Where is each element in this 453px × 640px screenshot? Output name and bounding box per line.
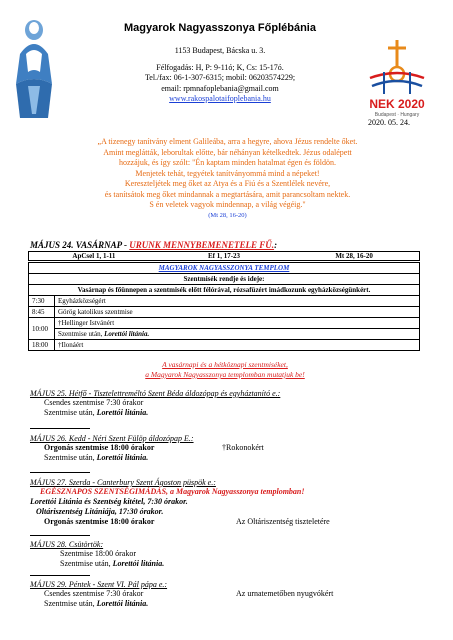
sunday-date: MÁJUS 24. VASÁRNAP - (30, 240, 130, 250)
nek-2020-logo-icon (362, 38, 432, 118)
divider (30, 575, 90, 576)
day-tuesday (30, 434, 404, 463)
quote-line: Menjetek tehát, tegyétek tanítványommá mind a népeket! (135, 168, 320, 178)
mass-time: 8:45 (29, 307, 55, 318)
quote-line: és tanítsátok meg őket mindannak a megtartására, amit parancsoltam nektek. (104, 189, 351, 199)
church-name: MAGYAROK NAGYASSZONYA TEMPLOM (29, 263, 420, 274)
office-hours: Félfogadás: H, P: 9-11ó; K, Cs: 15-17ó. (156, 62, 284, 72)
parish-name: Magyarok Nagyasszonya Főplébánia (124, 22, 316, 34)
quote-reference: (Mt 28, 16-20) (208, 211, 247, 219)
readings-row (28, 251, 420, 261)
reading-first: ApCsel 1, 1-11 (72, 252, 116, 260)
divider (30, 472, 90, 473)
day-title: MÁJUS 29. Péntek - Szent VI. Pál pápa e.: (30, 580, 168, 589)
table-row (29, 307, 420, 318)
mass-time: 18:00 (29, 340, 55, 351)
adoration-notice: EGÉSZNAPOS SZENTSÉGIMÁDÁS, a Magyarok Nagyasszonya templomban! (40, 487, 305, 496)
mass-extra (55, 329, 420, 340)
mass-time: 10:00 (29, 318, 55, 340)
nek-title: NEK 2020 (369, 97, 425, 111)
litany: Lorettói litánia. (96, 453, 149, 462)
mass-intention: †Rokonokért (222, 443, 264, 452)
day-wednesday (30, 478, 430, 527)
gospel-quote (30, 137, 425, 221)
notice-line: A vasárnapi és a hétköznapi szentmiséket, (162, 360, 288, 369)
address: 1153 Budapest, Bácska u. 3. (174, 46, 266, 55)
table-row (29, 329, 420, 340)
divider (30, 428, 90, 429)
day-line: Szentmise 18:00 órakor (60, 549, 136, 558)
feast-name: URUNK MENNYBEMENETELE FŰ. (129, 240, 275, 250)
schedule-title: Szentmisék rendje és ideje: (29, 274, 420, 285)
church-notice (60, 360, 390, 380)
quote-line: „A tizenegy tanítvány elment Galileába, arra a hegyre, ahova Jézus rendelte őket. (97, 137, 358, 146)
day-monday (30, 389, 280, 418)
mass-intention: Egyházközségért (55, 296, 420, 307)
table-row (29, 318, 420, 329)
mass-schedule-table (28, 262, 420, 351)
rosary-note: Vasárnap és főünnepen a szentmisék előtt félórával, rózsafüzért imádkozunk egyházközségünkért. (29, 285, 420, 296)
quote-line: S én veletek vagyok mindennap, a világ végéig." (149, 200, 306, 209)
day-title: MÁJUS 26. Kedd - Néri Szent Fülöp áldozópap E.: (30, 434, 194, 443)
bulletin-date: 2020. 05. 24. (368, 118, 410, 127)
reading-second: Ef 1, 17-23 (207, 252, 241, 260)
day-line: Oltáriszentség Litániája, 17:30 órakor. (36, 507, 164, 516)
table-row (29, 340, 420, 351)
quote-line: Kereszteljétek meg őket az Atya és a Fiú és a Szentlélek nevére, (124, 179, 331, 188)
email: email: rpmnafoplebania@gmail.com (161, 83, 279, 93)
line-prefix: Szentmise után, (44, 453, 97, 462)
day-title: MÁJUS 28. Csütörtök: (30, 540, 104, 549)
day-line: Csendes szentmise 7:30 órakor (44, 398, 144, 407)
line-prefix: Szentmise után, (44, 408, 97, 417)
day-line: Csendes szentmise 7:30 órakor (44, 589, 144, 598)
extra-prefix: Szentmise után, (58, 330, 105, 338)
mass-intention: Az urnatemetőben nyugvókért (236, 589, 334, 598)
divider (30, 535, 90, 536)
mass-time: 7:30 (29, 296, 55, 307)
sunday-heading (30, 240, 277, 250)
quote-line: hozzájuk, és így szólt: "Én kaptam minden hatalmat égen és földön. (119, 158, 336, 167)
day-title: MÁJUS 27. Szerda - Canterbury Szent Ágoston püspök e.: (30, 478, 216, 487)
nek-subtitle: Budapest · Hungary (374, 112, 420, 118)
mass-intention: †Hellinger Istvánért (55, 318, 420, 329)
mass-intention: Görög katolikus szentmise (55, 307, 420, 318)
day-line: Orgonás szentmise 18:00 órakor (44, 443, 155, 452)
notice-line: a Magyarok Nagyasszonya templomban mutatjuk be! (145, 370, 305, 379)
day-friday (30, 580, 430, 609)
madonna-logo-icon (12, 14, 56, 122)
line-prefix: Szentmise után, (60, 559, 113, 568)
website-link[interactable]: www.rakospalotaifoplebania.hu (169, 94, 271, 103)
heading-colon: : (274, 240, 278, 250)
day-thursday (30, 540, 164, 569)
quote-line: Amint meglátták, leborultak előtte, bár néhányan kételkedtek. Jézus odalépett (103, 147, 352, 157)
litany: Lorettói litánia. (112, 559, 165, 568)
litany: Lorettói litánia. (96, 599, 149, 608)
phone: Tel./fax: 06-1-307-6315; mobil: 06203574229; (144, 73, 296, 82)
table-row (29, 296, 420, 307)
mass-intention: †Ilonáért (55, 340, 420, 351)
day-line: Orgonás szentmise 18:00 órakor (44, 517, 155, 526)
line-prefix: Szentmise után, (44, 599, 97, 608)
header (70, 22, 370, 105)
mass-intention: Az Oltáriszentség tiszteletére (236, 517, 330, 526)
litany: Lorettói litánia. (96, 408, 149, 417)
day-title: MÁJUS 25. Hétfő - Tisztelettreméltó Szent Béda áldozópap és egyháztanító e.: (30, 389, 281, 398)
litany: Lorettói litánia. (104, 330, 150, 338)
reading-gospel: Mt 28, 16-20 (335, 252, 373, 260)
day-line: Lorettói Litánia és Szentség kitétel, 7:30 órakor. (30, 497, 188, 506)
